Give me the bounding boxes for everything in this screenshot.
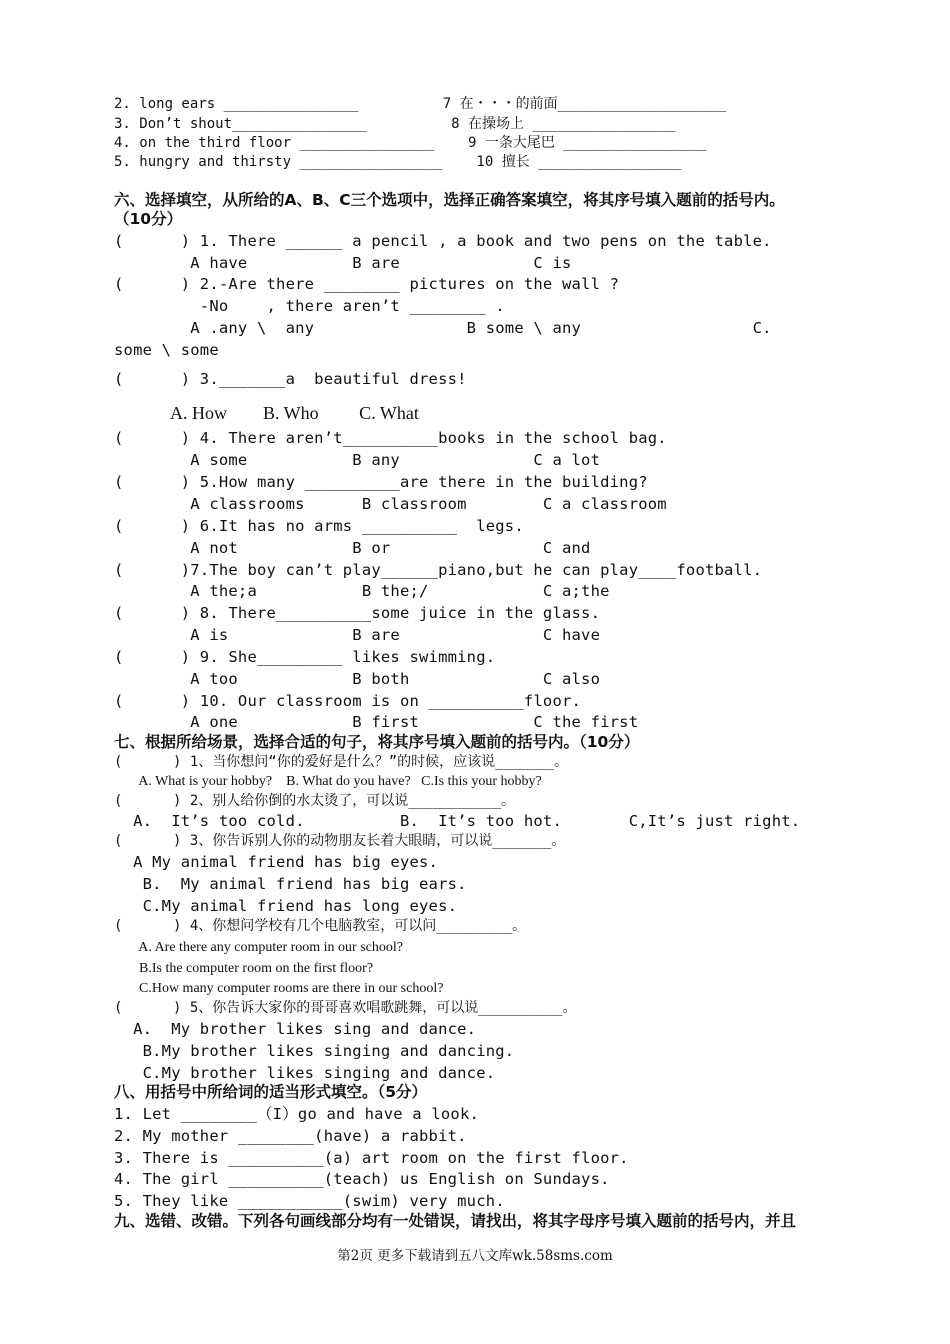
option-line: A not B or C and: [114, 539, 591, 557]
option-line: A classrooms B classroom C a classroom: [114, 495, 667, 513]
vocab-line: 3. Don’t shout________________ 8 在操场上 _________________: [114, 116, 676, 132]
question-line: 3. There is __________(a) art room on the first floor.: [114, 1149, 629, 1167]
page-footer: 第2页 更多下载请到五八文库wk.58sms.com: [337, 1248, 613, 1264]
question-line: ( ) 2.-Are there ________ pictures on the wall ?: [114, 275, 620, 293]
question-line: ( ) 2、别人给你倒的水太烫了，可以说___________。: [114, 793, 516, 809]
question-line: 5. They like ___________(swim) very much.: [114, 1192, 505, 1210]
question-line: -No , there aren’t ________ .: [114, 297, 505, 315]
question-line: 2. My mother ________(have) a rabbit.: [114, 1127, 467, 1145]
question-line: ( ) 9. She_________ likes swimming.: [114, 648, 496, 666]
question-line: ( ) 5.How many __________are there in the building?: [114, 473, 648, 491]
section-7-title: 七、根据所给场景，选择合适的句子，将其序号填入题前的括号内。（10分）: [114, 733, 640, 751]
option-line: B. My animal friend has big ears.: [114, 875, 467, 893]
option-line: B.Is the computer room on the first floor?: [132, 961, 374, 976]
question-line: ( ) 8. There__________some juice in the glass.: [114, 604, 601, 622]
question-line: ( ) 6.It has no arms __________ legs.: [114, 517, 524, 535]
option-line: A one B first C the first: [114, 713, 639, 731]
option-line: A have B are C is: [114, 254, 572, 272]
vocab-line: 4. on the third floor ________________ 9 一条大尾巴 _________________: [114, 135, 707, 151]
section-6-score: （10分）: [114, 210, 183, 228]
question-line: ( )7.The boy can’t play______piano,but he can play____football.: [114, 561, 763, 579]
option-line: some \ some: [114, 341, 219, 359]
question-line: 4. The girl __________(teach) us English on Sundays.: [114, 1170, 610, 1188]
option-line: A. How B. Who C. What: [170, 403, 419, 423]
vocab-line: 2. long ears ________________ 7 在・・・的前面____________________: [114, 96, 727, 112]
option-line: A. Are there any computer room in our school?: [132, 940, 403, 955]
question-line: ( ) 3、你告诉别人你的动物朋友长着大眼睛，可以说_______。: [114, 833, 566, 849]
option-line: C.My animal friend has long eyes.: [114, 897, 458, 915]
question-line: ( ) 5、你告诉大家你的哥哥喜欢唱歌跳舞，可以说__________。: [114, 1000, 577, 1016]
question-line: ( ) 3._______a beautiful dress!: [114, 370, 467, 388]
section-6-title: 六、选择填空，从所给的A、B、C三个选项中，选择正确答案填空，将其序号填入题前的括号内。: [114, 191, 785, 209]
question-line: ( ) 4、你想问学校有几个电脑教室，可以问_________。: [114, 918, 527, 934]
question-line: ( ) 1、当你想问“你的爱好是什么？”的时候，应该说_______。: [114, 754, 569, 770]
option-line: A. It’s too cold. B. It’s too hot. C,It’s just right.: [114, 812, 801, 830]
question-line: ( ) 4. There aren’t__________books in the school bag.: [114, 429, 667, 447]
question-line: 1. Let ________（I）go and have a look.: [114, 1105, 480, 1123]
option-line: A. My brother likes sing and dance.: [114, 1020, 477, 1038]
vocab-line: 5. hungry and thirsty _________________ 10 擅长 _________________: [114, 154, 682, 170]
option-line: C.My brother likes singing and dance.: [114, 1064, 496, 1082]
option-line: A too B both C also: [114, 670, 601, 688]
option-line: A is B are C have: [114, 626, 601, 644]
option-line: A some B any C a lot: [114, 451, 601, 469]
question-line: ( ) 1. There ______ a pencil , a book and two pens on the table.: [114, 232, 772, 250]
option-line: C.How many computer rooms are there in our school?: [132, 981, 444, 996]
option-line: A. What is your hobby? B. What do you have? C.Is this your hobby?: [132, 774, 542, 789]
option-line: A the;a B the;/ C a;the: [114, 582, 610, 600]
option-line: A My animal friend has big eyes.: [114, 853, 439, 871]
section-9-title: 九、选错、改错。下列各句画线部分均有一处错误，请找出，将其字母序号填入题前的括号内，并且: [114, 1212, 797, 1230]
question-line: ( ) 10. Our classroom is on __________floor.: [114, 692, 582, 710]
section-8-title: 八、用括号中所给词的适当形式填空。（5分）: [114, 1083, 428, 1101]
option-line: B.My brother likes singing and dancing.: [114, 1042, 515, 1060]
option-line: A .any \ any B some \ any C.: [114, 319, 772, 337]
